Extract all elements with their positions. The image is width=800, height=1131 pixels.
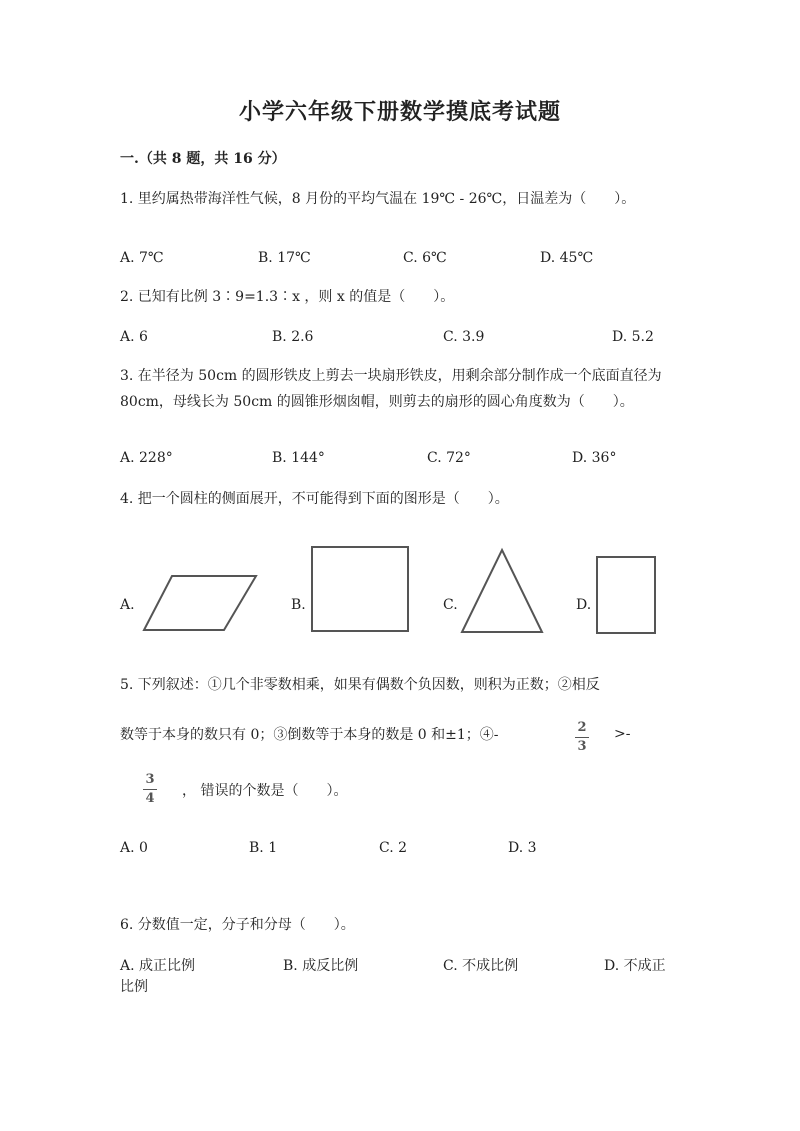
fraction-numerator: 2 [577,720,587,735]
fraction-denominator: 3 [577,739,587,754]
q4-option-d-label[interactable]: D. [576,597,592,613]
question-6-text: 6. 分数值一定，分子和分母（ ）。 [120,917,355,933]
q4-option-a-label[interactable]: A. [120,597,135,613]
q6-option-b[interactable]: B. 成反比例 [283,958,359,974]
q5-option-b[interactable]: B. 1 [249,840,278,856]
fraction-two-thirds [572,720,592,755]
square-shape [310,545,412,635]
question-1-text: 1. 里约属热带海洋性气候，8 月份的平均气温在 19℃ - 26℃，日温差为（ ）。 [120,191,636,207]
fraction-denominator: 4 [145,791,155,806]
q5-option-a[interactable]: A. 0 [120,840,148,856]
question-5-line-2: 数等于本身的数只有 0；③倒数等于本身的数是 0 和±1；④- [120,727,499,743]
q1-option-b[interactable]: B. 17℃ [258,250,311,266]
question-2-text: 2. 已知有比例 3∶9=1.3∶x ，则 x 的值是（ ）。 [120,289,455,305]
section-heading: 一.（共 8 题，共 16 分） [120,151,286,167]
q6-option-c[interactable]: C. 不成比例 [443,958,519,974]
q5-option-d[interactable]: D. 3 [508,840,537,856]
q3-option-d[interactable]: D. 36° [572,450,617,466]
q3-option-c[interactable]: C. 72° [427,450,471,466]
q6-option-d-wrap: 比例 [120,979,148,995]
q6-option-d[interactable]: D. 不成正 [604,958,666,974]
greater-than-negative: >- [614,726,631,742]
q4-option-b-label[interactable]: B. [291,597,306,613]
fraction-three-quarters [140,772,160,807]
q4-option-c-label[interactable]: C. [443,597,458,613]
q6-option-a[interactable]: A. 成正比例 [120,958,196,974]
parallelogram-shape [140,572,260,634]
rectangle-shape [595,555,657,635]
question-5-line-1: 5. 下列叙述：①几个非零数相乘，如果有偶数个负因数，则积为正数；②相反 [120,677,600,693]
q2-option-c[interactable]: C. 3.9 [443,329,485,345]
question-3-text: 3. 在半径为 50cm 的圆形铁皮上剪去一块扇形铁皮，用剩余部分制作成一个底面直径为 80cm，母线长为 50cm 的圆锥形烟囱帽，则剪去的扇形的圆心角度数为（ ）。 [120,368,662,410]
q3-option-b[interactable]: B. 144° [272,450,325,466]
q1-option-c[interactable]: C. 6℃ [403,250,447,266]
q2-option-d[interactable]: D. 5.2 [612,329,654,345]
q5-option-c[interactable]: C. 2 [379,840,408,856]
triangle-shape [458,546,546,636]
page-title: 小学六年级下册数学摸底考试题 [238,99,561,125]
question-5-tail: ， 错误的个数是（ ）。 [182,783,348,799]
q2-option-b[interactable]: B. 2.6 [272,329,314,345]
question-4-text: 4. 把一个圆柱的侧面展开，不可能得到下面的图形是（ ）。 [120,491,509,507]
q1-option-d[interactable]: D. 45℃ [540,250,594,266]
q1-option-a[interactable]: A. 7℃ [120,250,164,266]
q3-option-a[interactable]: A. 228° [120,450,173,466]
fraction-numerator: 3 [145,772,155,787]
q2-option-a[interactable]: A. 6 [120,329,148,345]
